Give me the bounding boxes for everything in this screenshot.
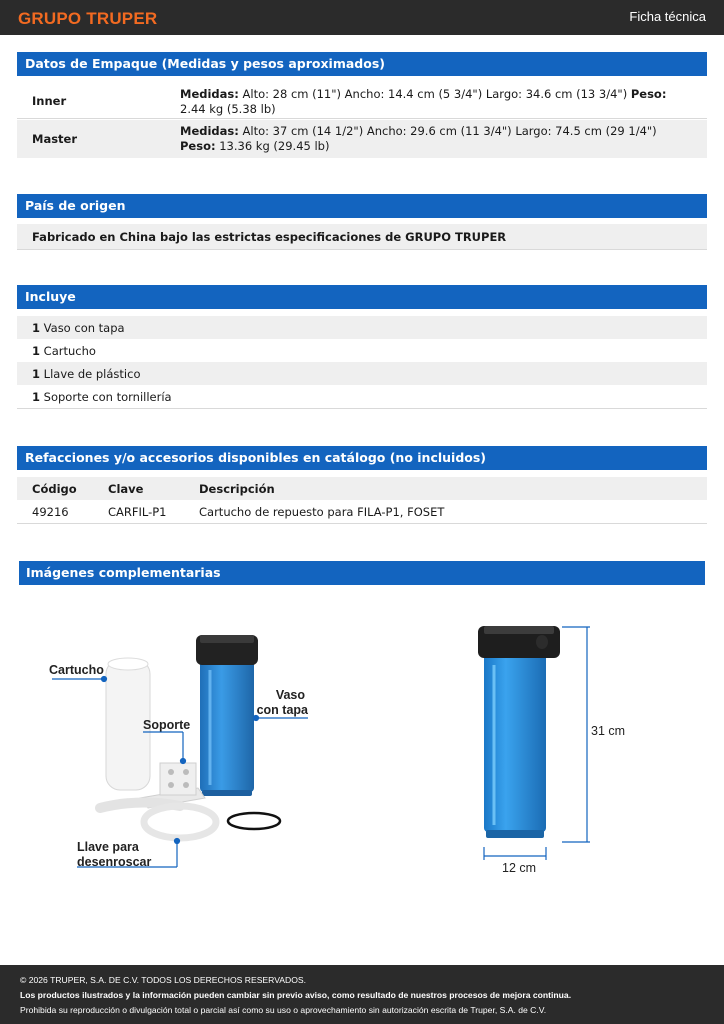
section-header-packaging: Datos de Empaque (Medidas y pesos aproximados) — [17, 52, 707, 76]
cell-code: 49216 — [32, 505, 69, 519]
table-row — [17, 500, 707, 524]
item-text: Llave de plástico — [40, 367, 141, 381]
callout-wrench-line1: Llave para — [77, 840, 139, 854]
section-header-images: Imágenes complementarias — [19, 561, 705, 585]
list-item — [17, 339, 707, 362]
callout-housing-line2: con tapa — [256, 703, 308, 717]
document-type: Ficha técnica — [629, 9, 706, 24]
cell-key: CARFIL-P1 — [108, 505, 167, 519]
section-header-spares: Refacciones y/o accesorios disponibles en catálogo (no incluidos) — [17, 446, 707, 470]
column-header-code: Código — [32, 482, 77, 496]
column-header-key: Clave — [108, 482, 144, 496]
item-text: Cartucho — [40, 344, 96, 358]
packaging-row-value: Medidas: Alto: 28 cm (11") Ancho: 14.4 cm (5 3/4") Largo: 34.6 cm (13 3/4") Peso: 2.44 kg (5.38 lb) — [180, 87, 667, 116]
footer-notice: Los productos ilustrados y la información pueden cambiar sin previo aviso, como resultado de nuestros procesos de mejora continua. — [20, 990, 572, 1000]
item-text: Vaso con tapa — [40, 321, 125, 335]
list-item — [17, 385, 707, 409]
dimension-height: 31 cm — [591, 724, 626, 738]
callout-bracket: Soporte — [143, 718, 191, 732]
o-ring-image — [228, 813, 280, 829]
callout-cartridge: Cartucho — [49, 663, 104, 677]
section-header-origin: País de origen — [17, 194, 707, 218]
list-item — [17, 362, 707, 385]
top-bar — [0, 0, 724, 35]
item-text: Soporte con tornillería — [40, 390, 172, 404]
item-quantity: 1 — [32, 390, 41, 404]
callout-housing-line1: Vaso — [275, 688, 305, 702]
packaging-row-label: Inner — [32, 94, 67, 108]
item-quantity: 1 — [32, 344, 41, 358]
cell-description: Cartucho de repuesto para FILA-P1, FOSET — [199, 505, 445, 519]
packaging-row-inner — [17, 79, 707, 119]
dimension-width: 12 cm — [502, 861, 537, 875]
wrench-image — [100, 802, 216, 838]
packaging-row-master — [17, 120, 707, 158]
callout-wrench-line2: desenroscar — [77, 855, 152, 869]
footer — [0, 965, 724, 1024]
origin-text: Fabricado en China bajo las estrictas especificaciones de GRUPO TRUPER — [32, 230, 507, 244]
housing-image — [478, 626, 560, 838]
list-item — [17, 316, 707, 339]
dimensions-illustration — [470, 620, 600, 865]
packaging-row-value: Medidas: Alto: 37 cm (14 1/2") Ancho: 29.6 cm (11 3/4") Largo: 74.5 cm (29 1/4") Peso: 13.36 kg (29.45 lb) — [180, 124, 657, 153]
origin-row — [17, 224, 707, 250]
table-header — [17, 477, 707, 500]
column-header-description: Descripción — [199, 482, 275, 496]
footer-copyright: © 2026 TRUPER, S.A. DE C.V. TODOS LOS DERECHOS RESERVADOS. — [20, 975, 307, 985]
brand-logo: GRUPO TRUPER — [18, 9, 158, 28]
item-quantity: 1 — [32, 321, 41, 335]
packaging-row-label: Master — [32, 132, 78, 146]
section-header-includes: Incluye — [17, 285, 707, 309]
footer-legal: Prohibida su reproducción o divulgación total o parcial así como su uso o aprovechamiento sin autorización escrita de Truper, S.A. de C.V. — [20, 1005, 547, 1015]
item-quantity: 1 — [32, 367, 41, 381]
